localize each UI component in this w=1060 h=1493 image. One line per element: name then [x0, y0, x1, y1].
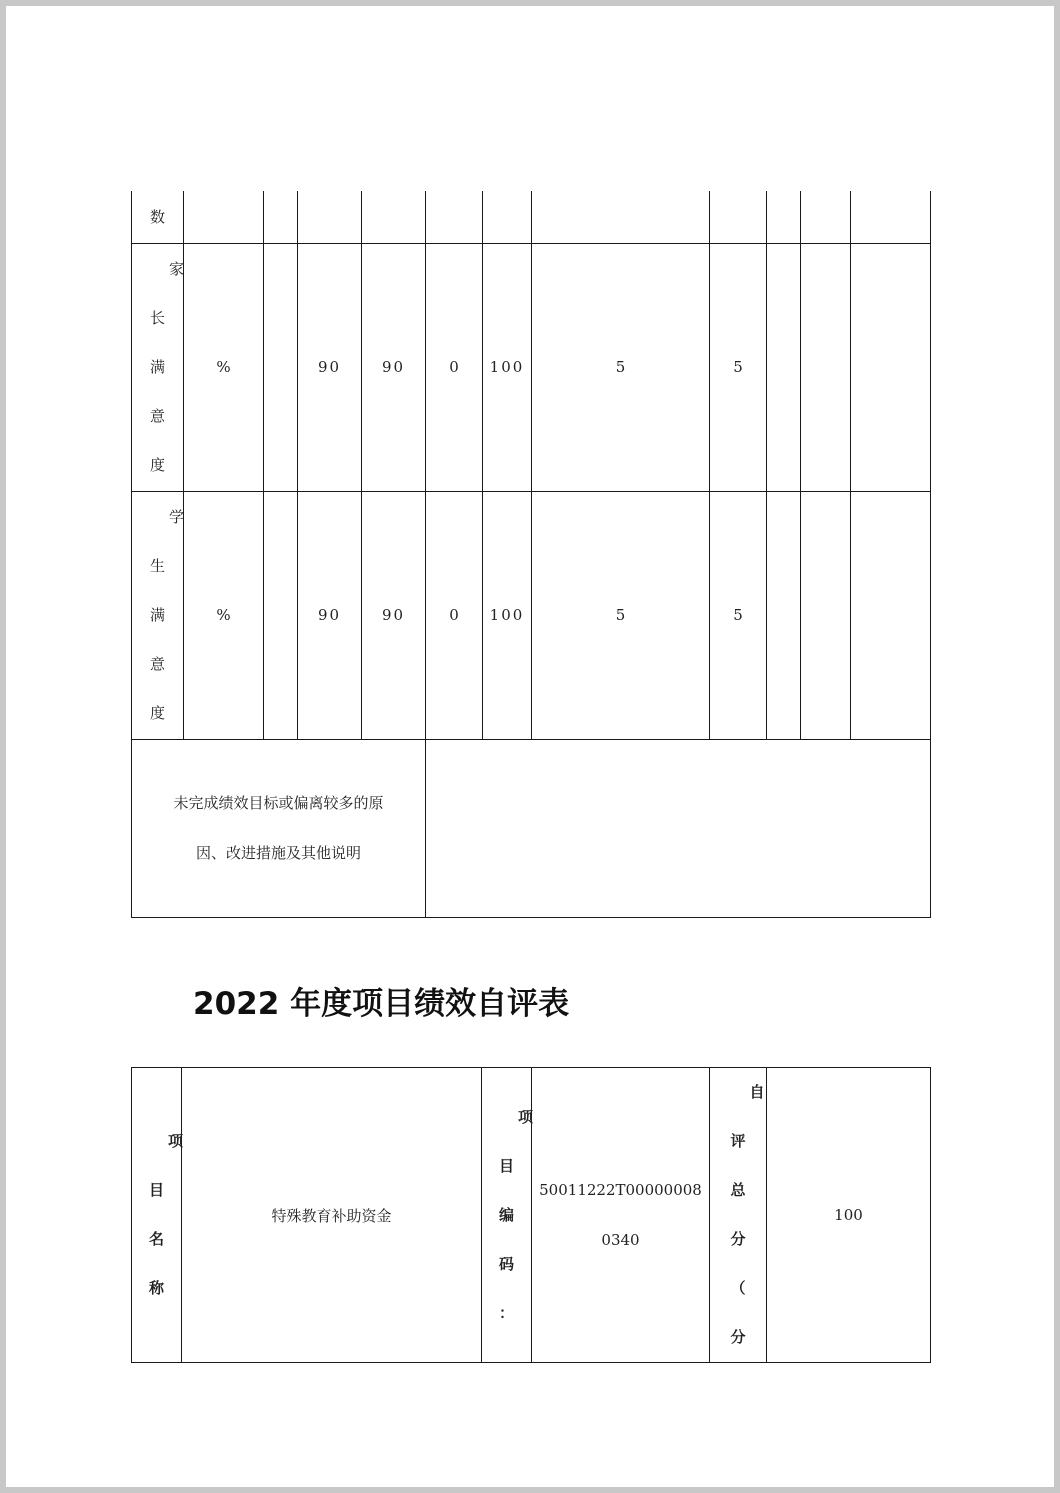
project-name-label-cell: [132, 1068, 182, 1363]
label-char: 满: [149, 605, 165, 624]
label-char: 项: [517, 1107, 533, 1126]
value-cell: 90: [362, 491, 426, 739]
label-char: ：: [498, 1303, 514, 1322]
value-cell: 100: [483, 491, 532, 739]
label-char: 生: [149, 556, 165, 575]
label-char: 分: [730, 1230, 746, 1248]
project-name-cell: 特殊教育补助资金: [182, 1068, 482, 1363]
project-self-evaluation-table: [131, 1067, 931, 1363]
score-cell: 5: [710, 243, 767, 491]
value-cell: 0: [426, 243, 483, 491]
value-cell: 90: [298, 243, 362, 491]
project-name-label: [146, 1117, 183, 1313]
score-cell: 5: [710, 491, 767, 739]
project-code-label: [496, 1093, 533, 1338]
indicator-cell: [132, 243, 184, 491]
project-code-cell: 50011222T000000080340: [532, 1068, 710, 1363]
weight-cell: 5: [532, 491, 710, 739]
label-char: 自: [749, 1083, 765, 1101]
label-char: 满: [149, 357, 165, 376]
value-cell: 0: [426, 491, 483, 739]
label-char: 总: [730, 1181, 746, 1199]
label-char: 目: [148, 1181, 164, 1199]
table-row: [132, 491, 931, 739]
label-char: 意: [149, 654, 165, 673]
label-char: 名: [148, 1230, 164, 1248]
indicator-cell: [132, 491, 184, 739]
indicator-name: [147, 245, 184, 490]
project-code-label-cell: [482, 1068, 532, 1363]
self-score-label: [727, 1068, 765, 1362]
note-label-line1: 未完成绩效目标或偏离较多的原: [173, 794, 384, 812]
note-value-cell: [426, 739, 931, 917]
label-char: 分: [730, 1328, 746, 1346]
indicator-fragment: 数: [149, 208, 165, 227]
document-page: [6, 6, 1054, 1487]
label-char: 项: [167, 1132, 183, 1150]
table-row: [132, 1068, 931, 1363]
note-label-cell: [132, 739, 426, 917]
label-char: 度: [149, 455, 165, 474]
value-cell: 90: [298, 491, 362, 739]
value-cell: 100: [483, 243, 532, 491]
note-label-line2: 因、改进措施及其他说明: [195, 844, 361, 862]
label-char: 意: [149, 406, 165, 425]
self-score-label-cell: [710, 1068, 767, 1363]
label-char: 目: [498, 1156, 514, 1175]
label-char: （: [730, 1279, 746, 1297]
label-char: 度: [149, 703, 165, 722]
label-char: 编: [498, 1205, 514, 1224]
table-row: [132, 243, 931, 491]
label-char: 学: [168, 507, 184, 526]
table-row: [132, 739, 931, 917]
table-row: [132, 191, 931, 243]
label-char: 家: [168, 259, 184, 278]
unit-cell: %: [184, 243, 264, 491]
self-score-cell: 100: [767, 1068, 931, 1363]
label-char: 称: [148, 1279, 164, 1297]
label-char: 长: [149, 308, 165, 327]
performance-indicator-table: [131, 191, 931, 918]
label-char: 评: [730, 1132, 746, 1150]
indicator-name: [147, 493, 184, 738]
weight-cell: 5: [532, 243, 710, 491]
indicator-cell: [132, 191, 184, 243]
value-cell: 90: [362, 243, 426, 491]
page-title: 2022 年度项目绩效自评表: [193, 986, 570, 1022]
unit-cell: %: [184, 491, 264, 739]
label-char: 码: [498, 1254, 514, 1273]
